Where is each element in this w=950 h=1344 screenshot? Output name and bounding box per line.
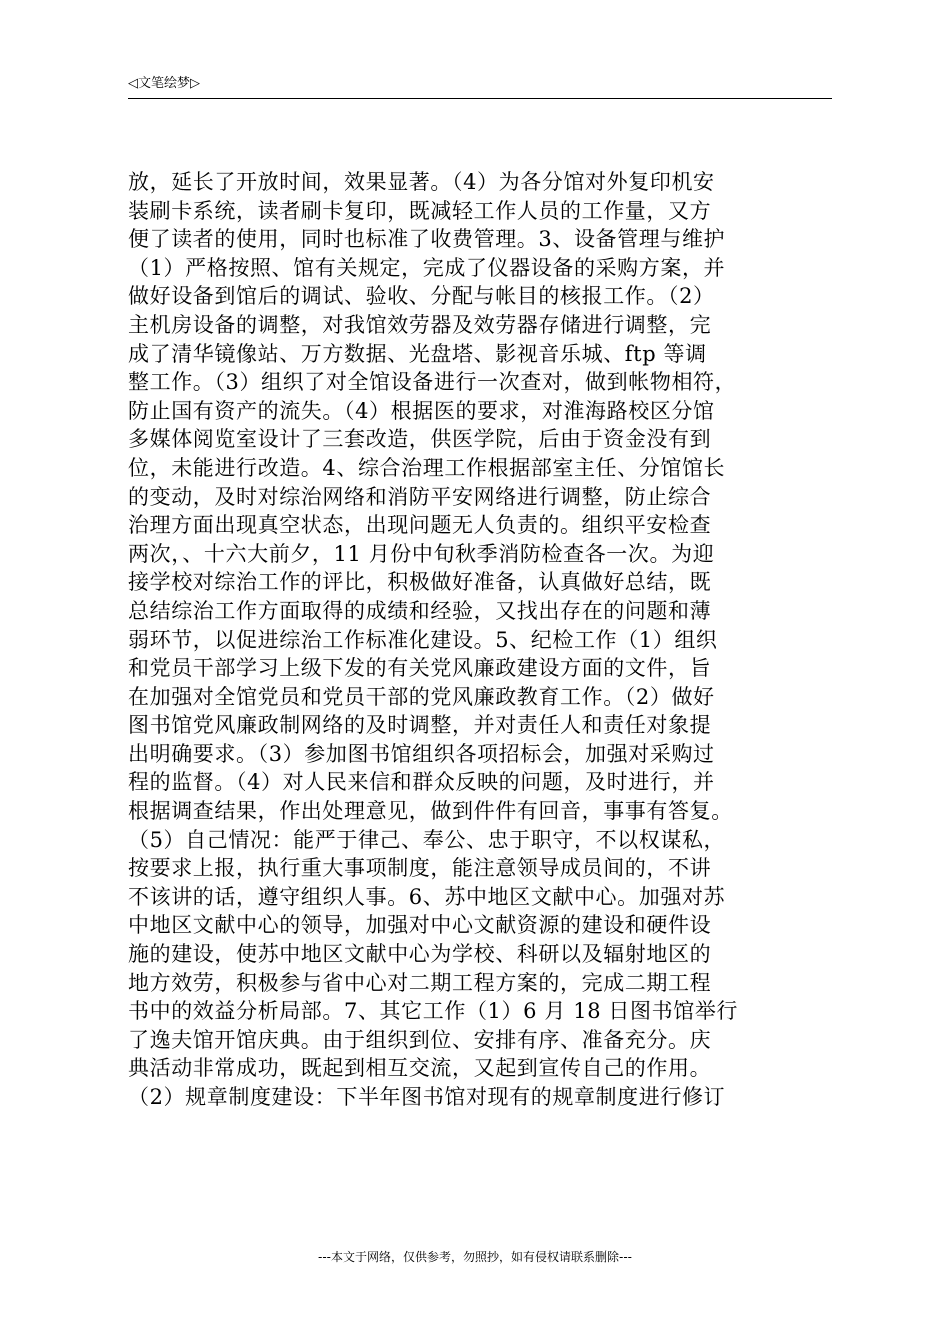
body-line: 按要求上报，执行重大事项制度，能注意领导成员间的，不讲: [128, 856, 712, 881]
body-line: （2）规章制度建设：下半年图书馆对现有的规章制度进行修订: [128, 1085, 726, 1109]
body-line: 主机房设备的调整，对我馆效劳器及效劳器存储进行调整，完: [128, 312, 712, 337]
body-line: 根据调查结果，作出处理意见，做到件件有回音，事事有答复。: [128, 799, 733, 824]
body-line: 不该讲的话，遵守组织人事。6、苏中地区文献中心。加强对苏: [128, 884, 726, 909]
body-line: 放，延长了开放时间，效果显著。（4）为各分馆对外复印机安: [128, 170, 715, 194]
body-line: 弱环节，以促进综治工作标准化建设。5、纪检工作（1）组织: [128, 627, 718, 652]
body-line: 总结综治工作方面取得的成绩和经验，又找出存在的问题和薄: [128, 598, 712, 623]
body-line: 书中的效益分析局部。7、其它工作（1）6 月 18 日图书馆举行: [128, 999, 739, 1024]
body-line: 两次，、十六大前夕，11 月份中旬秋季消防检查各一次。为迎: [128, 541, 715, 566]
body-line: 治理方面出现真空状态，出现问题无人负责的。组织平安检查: [128, 513, 712, 538]
body-line: （1）严格按照、馆有关规定，完成了仪器设备的采购方案，并: [128, 255, 726, 280]
body-line: 中地区文献中心的领导，加强对中心文献资源的建设和硬件设: [128, 913, 712, 938]
body-line: 位，未能进行改造。4、综合治理工作根据部室主任、分馆馆长: [128, 455, 726, 480]
body-line: 施的建设，使苏中地区文献中心为学校、科研以及辐射地区的: [128, 942, 712, 967]
document-body: [128, 168, 832, 1112]
body-line: 成了清华镜像站、万方数据、光盘塔、影视音乐城、ftp 等调: [128, 341, 707, 366]
body-line: 了逸夫馆开馆庆典。由于组织到位、安排有序、准备充分。庆: [128, 1027, 712, 1052]
body-line: 整工作。（3）组织了对全馆设备进行一次查对，做到帐物相符，: [128, 370, 737, 395]
body-line: （5）自己情况：能严于律己、奉公、忠于职守，不以权谋私，: [128, 827, 726, 852]
header-title: ◁文笔绘梦▷: [128, 76, 200, 91]
body-line: 便了读者的使用，同时也标准了收费管理。3、设备管理与维护: [128, 227, 726, 252]
page-header: [128, 74, 832, 99]
body-line: 的变动，及时对综治网络和消防平安网络进行调整，防止综合: [128, 484, 712, 509]
body-line: 和党员干部学习上级下发的有关党风廉政建设方面的文件，旨: [128, 656, 712, 681]
page-footer-disclaimer: ---本文于网络，仅供参考，勿照抄，如有侵权请联系删除---: [318, 1250, 632, 1264]
body-line: 典活动非常成功，既起到相互交流，又起到宣传自己的作用。: [128, 1056, 712, 1081]
body-line: 程的监督。（4）对人民来信和群众反映的问题，及时进行，并: [128, 770, 715, 795]
body-line: 装刷卡系统，读者刷卡复印，既减轻工作人员的工作量，又方: [128, 198, 712, 223]
body-line: 防止国有资产的流失。（4）根据医的要求，对淮海路校区分馆: [128, 398, 715, 423]
body-line: 做好设备到馆后的调试、验收、分配与帐目的核报工作。（2）: [128, 284, 715, 309]
body-line: 在加强对全馆党员和党员干部的党风廉政教育工作。（2）做好: [128, 684, 715, 709]
body-line: 图书馆党风廉政制网络的及时调整，并对责任人和责任对象提: [128, 713, 712, 738]
body-line: 出明确要求。（3）参加图书馆组织各项招标会，加强对采购过: [128, 741, 715, 766]
body-line: 地方效劳，积极参与省中心对二期工程方案的，完成二期工程: [128, 970, 712, 995]
body-line: 接学校对综治工作的评比，积极做好准备，认真做好总结，既: [128, 570, 712, 595]
body-line: 多媒体阅览室设计了三套改造，供医学院，后由于资金没有到: [128, 427, 712, 452]
